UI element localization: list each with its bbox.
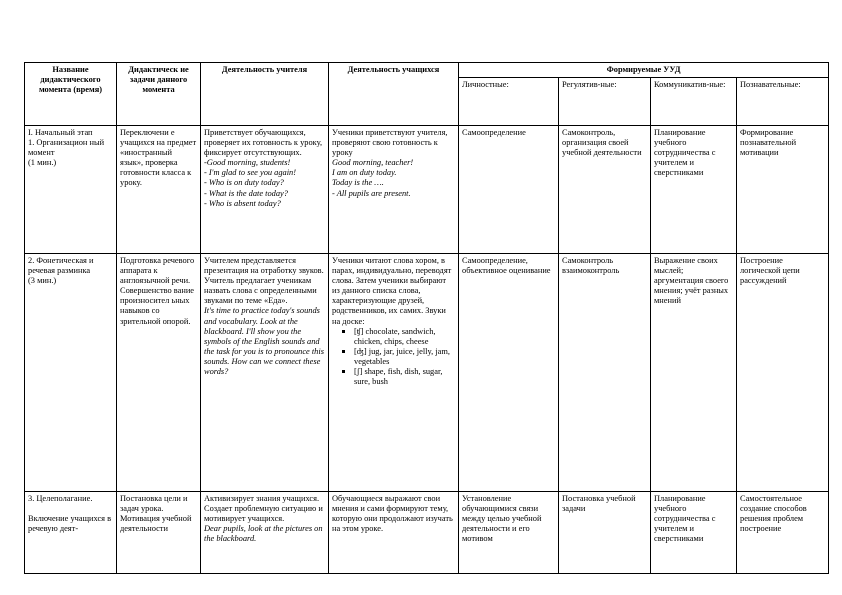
students-phrase: Today is the ….: [332, 178, 384, 188]
tasks-cell: Постановка цели и задач урока. Мотивация учебной деятельности: [117, 492, 201, 574]
personal-cell: Установление обучающимися связи между целью учебной деятельности и его мотивом: [459, 492, 559, 574]
cognitive-cell: Формирование познавательной мотивации: [737, 126, 829, 254]
stage-line: 2. Фонетическая и речевая разминка: [28, 256, 94, 276]
regulative-cell: Самоконтроль, организация своей учебной деятельности: [559, 126, 651, 254]
teacher-phrase: - I'm glad to see you again!: [204, 168, 297, 178]
header-stage: Название дидактического момента (время): [25, 63, 117, 126]
tasks-cell: Подготовка речевого аппарата к англоязычной речи. Совершенство вание произносител ьных навыков со зрительной опорой.: [117, 254, 201, 492]
teacher-text: Учителем представляется презентация на отработку звуков. Учитель предлагает ученикам назвать слова с определенными звуками по теме «Еда».: [204, 256, 324, 306]
teacher-text: Приветствует обучающихся, проверяет их готовность к уроку, фиксирует отсутствующих.: [204, 128, 323, 158]
cognitive-cell: Самостоятельное создание способов решения проблем построение: [737, 492, 829, 574]
teacher-cell: [201, 492, 329, 574]
table-row: [25, 126, 829, 254]
stage-line: (3 мин.): [28, 276, 57, 286]
tasks-cell: Переключени е учащихся на предмет «иностранный язык», проверка готовности класса к уроку.: [117, 126, 201, 254]
communicative-cell: Планирование учебного сотрудничества с учителем и сверстниками: [651, 126, 737, 254]
stage-cell: [25, 126, 117, 254]
list-item: [ʃ] shape, fish, dish, sugar, sure, bush: [354, 367, 455, 387]
teacher-cell: [201, 126, 329, 254]
teacher-phrase: -Good morning, students!: [204, 158, 291, 168]
header-cognitive: Познавательные:: [737, 78, 829, 126]
header-students: Деятельность учащихся: [329, 63, 459, 126]
teacher-phrase: It's time to practice today's sounds and vocabulary. Look at the blackboard. I'll show you the symbols of the English sounds and the task for you is to pronounce this sounds. How can we connect these words?: [204, 306, 324, 377]
list-item: [ʤ] jug, jar, juice, jelly, jam, vegetables: [354, 347, 455, 367]
students-text: Ученики читают слова хором, в парах, индивидуально, переводят слова. Затем ученики выбирают из данного списка слова, характеризующие друзей, родственников, их самих. Звуки на доске:: [332, 256, 452, 326]
students-phrase: Good morning, teacher!: [332, 158, 414, 168]
stage-cell: [25, 492, 117, 574]
communicative-cell: Выражение своих мыслей; аргументация своего мнения; учёт разных мнений: [651, 254, 737, 492]
teacher-phrase: - What is the date today?: [204, 188, 288, 198]
lesson-plan-table: [24, 62, 829, 574]
students-cell: [329, 254, 459, 492]
teacher-cell: [201, 254, 329, 492]
teacher-phrase: Dear pupils, look at the pictures on the blackboard.: [204, 524, 323, 544]
students-phrase: I am on duty today.: [332, 168, 397, 178]
stage-cell: [25, 254, 117, 492]
cognitive-cell: Построение логической цепи рассуждений: [737, 254, 829, 492]
stage-line: I. Начальный этап: [28, 128, 93, 137]
communicative-cell: Планирование учебного сотрудничества с учителем и сверстниками: [651, 492, 737, 574]
teacher-text: Активизирует знания учащихся. Создает проблемную ситуацию и мотивирует учащихся.: [204, 494, 323, 524]
students-cell: [329, 126, 459, 254]
students-cell: Обучающиеся выражают свои мнения и сами формируют тему, которую они продолжают изучать на этом уроке.: [329, 492, 459, 574]
personal-cell: Самоопределение, объективное оценивание: [459, 254, 559, 492]
teacher-phrase: - Who is absent today?: [204, 198, 281, 208]
students-text: Ученики приветствуют учителя, проверяют свою готовность к уроку: [332, 128, 448, 158]
header-regulative: Регулятив-ные:: [559, 78, 651, 126]
students-phrase: - All pupils are present.: [332, 188, 411, 198]
regulative-cell: Постановка учебной задачи: [559, 492, 651, 574]
stage-line: [28, 504, 113, 514]
header-personal: Личностные:: [459, 78, 559, 126]
header-communicative: Коммуникатив-ные:: [651, 78, 737, 126]
table-row: [25, 254, 829, 492]
table-row: [25, 492, 829, 574]
header-tasks: Дидактическ ие задачи данного момента: [117, 63, 201, 126]
personal-cell: Самоопределение: [459, 126, 559, 254]
header-row: [25, 63, 829, 78]
stage-line: Включение учащихся в речевую деят-: [28, 514, 112, 534]
header-uud: Формируемые УУД: [459, 63, 829, 78]
stage-line: 3. Целеполагание.: [28, 494, 93, 503]
stage-line: 1. Организацион ный момент: [28, 138, 105, 158]
regulative-cell: Самоконтроль взаимоконтроль: [559, 254, 651, 492]
teacher-phrase: - Who is on duty today?: [204, 178, 284, 188]
stage-line: (1 мин.): [28, 158, 57, 168]
header-teacher: Деятельность учителя: [201, 63, 329, 126]
list-item: [ʧ] chocolate, sandwich, chicken, chips, cheese: [354, 327, 455, 347]
sounds-list: [332, 327, 455, 388]
